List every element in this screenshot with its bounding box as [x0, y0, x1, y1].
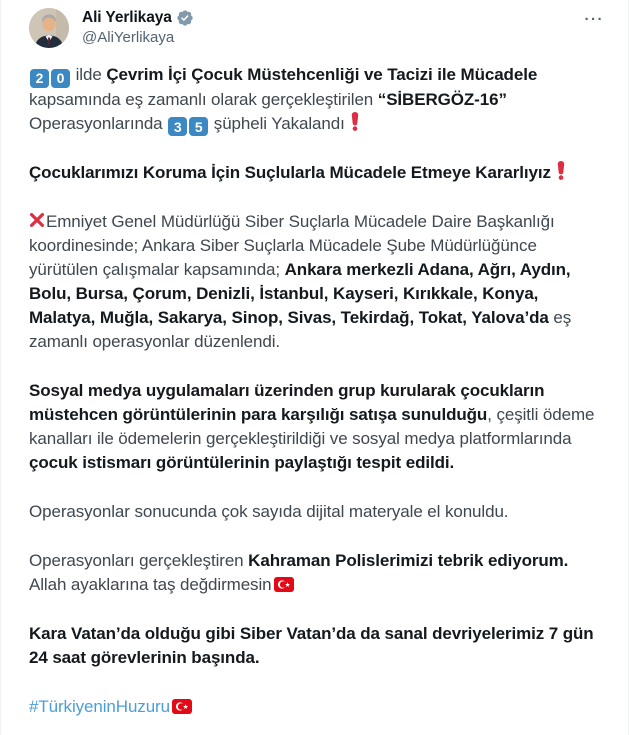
- tweet-text: Emniyet Genel Müdürlüğü Siber Suçlarla Mücadele Daire Başkanlığı koordinesinde; Ankara Siber Suçlarla Mücadele Şube Müdürlüğünce yürütülen çalışmalar kapsamında;: [29, 212, 555, 279]
- turkey-flag-emoji: [172, 699, 192, 717]
- user-handle[interactable]: @AliYerlikaya: [82, 29, 175, 46]
- tweet-paragraph: [29, 379, 606, 475]
- tweet-text: kapsamında eş zamanlı olarak gerçekleştirilen: [29, 89, 378, 109]
- tweet-text: , çeşitli ödeme kanalları ile ödemelerin gerçekleştirildiği ve sosyal medya platformlarında: [29, 405, 595, 448]
- tweet-text-bold: “SİBERGÖZ-16”: [377, 89, 507, 109]
- tweet-text: eş zamanlı operasyonlar düzenlendi.: [29, 308, 572, 351]
- tweet-paragraph: [29, 210, 606, 354]
- cross-mark-emoji: [29, 212, 45, 231]
- exclamation-emoji: [555, 161, 567, 183]
- tweet-paragraph: [29, 500, 606, 524]
- more-menu-button[interactable]: ···: [584, 11, 604, 28]
- tweet-body: [29, 63, 606, 719]
- tweet-text: ilde: [71, 65, 107, 84]
- avatar-image: [29, 8, 69, 48]
- tweet-paragraph: [29, 695, 606, 719]
- tweet-text-bold: Kahraman Polislerimizi tebrik ediyorum.: [248, 551, 569, 570]
- keycap-digit-emoji: 2: [30, 69, 49, 88]
- tweet-text-bold: Çevrim İçi Çocuk Müstehcenliği ve Tacizi ile Mücadele: [106, 65, 538, 84]
- keycap-digit-emoji: 3: [168, 117, 187, 136]
- hashtag-link[interactable]: #TürkiyeninHuzuru: [29, 697, 170, 716]
- display-name[interactable]: Ali Yerlikaya: [82, 9, 172, 26]
- avatar[interactable]: [29, 8, 69, 48]
- tweet-header: [29, 8, 604, 48]
- name-row[interactable]: [82, 9, 194, 27]
- exclamation-emoji: [349, 112, 361, 134]
- turkey-flag-emoji: [274, 577, 294, 595]
- tweet-text: Allah ayaklarına taş değdirmesin: [29, 575, 272, 594]
- keycap-digit-emoji: 0: [51, 69, 70, 88]
- tweet-text-bold: Sosyal medya uygulamaları üzerinden grup kurularak çocukların müstehcen görüntülerinin para karşılığı satışa sunulduğu: [29, 381, 545, 424]
- tweet-paragraph: [29, 622, 606, 670]
- verified-badge-icon: [176, 9, 194, 27]
- tweet-text-bold: çocuk istismarı görüntülerinin paylaştığı tespit edildi.: [29, 453, 455, 472]
- keycap-digit-emoji: 5: [189, 117, 208, 136]
- tweet-text: Operasyonlar sonucunda çok sayıda dijital materyale el konuldu.: [29, 502, 509, 521]
- tweet-text-bold: Kara Vatan’da olduğu gibi Siber Vatan’da da sanal devriyelerimiz 7 gün 24 saat görevlerinin başında.: [29, 624, 594, 667]
- tweet-text-bold: Ankara merkezli Adana, Ağrı, Aydın, Bolu, Bursa, Çorum, Denizli, İstanbul, Kayseri, Kırıkkale, Konya, Malatya, Muğla, Sakarya, Sinop, Sivas, Tekirdağ, Tokat, Yalova’da: [29, 260, 571, 327]
- tweet-paragraph: [29, 63, 606, 136]
- name-block: [82, 8, 194, 46]
- tweet-text: Operasyonları gerçekleştiren: [29, 551, 249, 570]
- tweet-paragraph: [29, 161, 606, 185]
- tweet-text-bold: Çocuklarımızı Koruma İçin Suçlularla Mücadele Etmeye Kararlıyız: [29, 163, 551, 182]
- tweet-paragraph: [29, 549, 606, 597]
- tweet-text: şüpheli Yakalandı: [209, 113, 345, 133]
- tweet-text: Operasyonlarında: [29, 113, 168, 133]
